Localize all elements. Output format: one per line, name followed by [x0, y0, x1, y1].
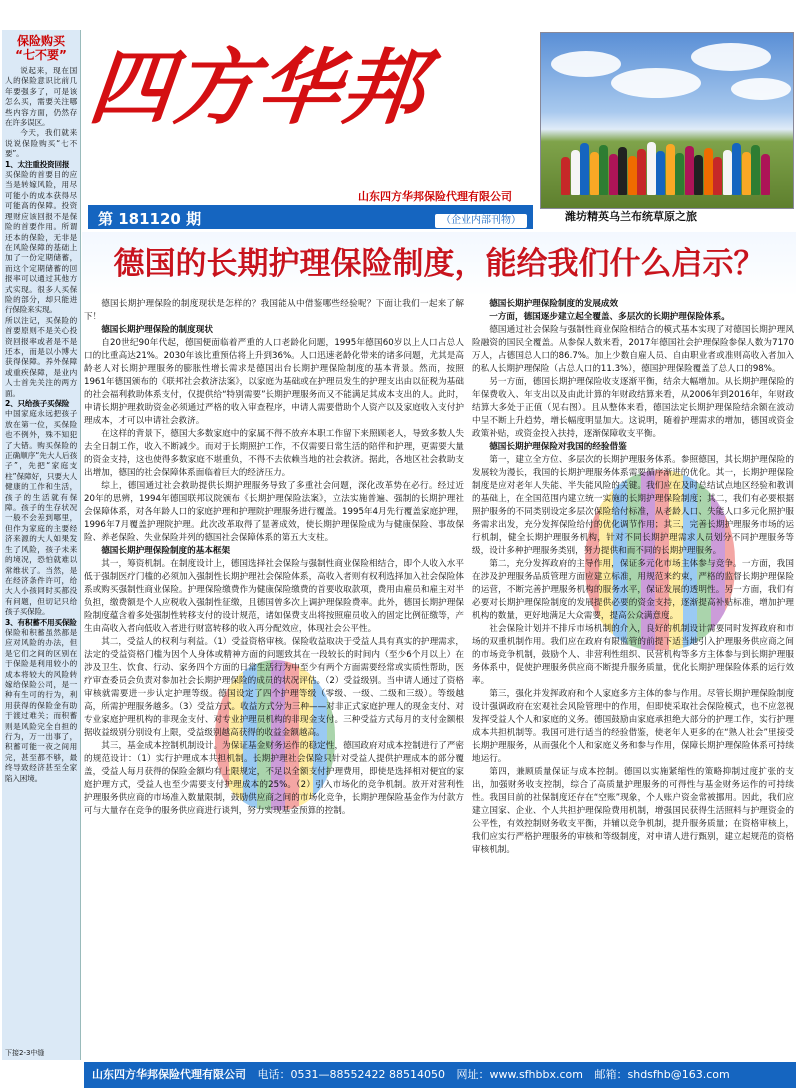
article-paragraph: 其一，筹资机制。在制度设计上，德国选择社会保险与强制性商业保险相结合，即个人收入水平低于强制医疗门槛的必须加入强制性长期护理社会保险体系，高收入者则有权利选择加入社会保险体系或购买强制性商业保险。护理保险缴费作为健康保险缴费的首要收取款项，费用由雇员和雇主对半负担，缴费额是个人应税收入强制性征缴，且德国曾多次上调护理保险费率。此外，德国长期护理保险制度蕴含着多处强制性转移支付的设计规范，诸如保费支出将按照雇员收入的固定比例征缴等，产生由高收入者向低收入者进行财富转移的收入再分配效应，体现社会公平性。 [84, 559, 464, 634]
article-paragraph: 德国长期护理保险的制度现状是怎样的？我国能从中借鉴哪些经验呢？下面让我们一起来了解下！ [84, 299, 464, 322]
footer-bar [84, 1062, 796, 1088]
photo-person [647, 142, 656, 195]
sidebar-heading-2: 2、只给孩子买保险 [5, 399, 70, 408]
footer-phone: 电话：0531—88552422 88514050 [257, 1068, 445, 1081]
article-paragraph: 自20世纪90年代起，德国便面临着严重的人口老龄化问题，1995年德国60岁以上人口占总人口的比重高达21%。2030年该比重预估将上升到36%。人口迅速老龄化带来的诸多问题，尤其是高龄老人对长期护理服务的膨胀性增长需求是德国出台长期护理保险制度的基本背景。然而，按照1961年德国颁布的《联邦社会救济法案》，以家庭为基础或在护理员发生的护理支出由以征税为基础的社会福利救助体系支付，仅提供给“特别需要”长期护理服务而又不能满足其成本支出的人。此时，申请长期护理救助资金必须通过严格的收入审查程序，申请人需要借助个人资产以及家庭收入支付护理成本，才可以申请社会救济。 [84, 338, 464, 426]
group-photo [540, 32, 794, 209]
sidebar-title-line1: 保险购买 [16, 34, 65, 48]
sidebar-title-line2: “七不要” [15, 48, 67, 62]
photo-person [666, 144, 675, 195]
photo-person [609, 154, 618, 195]
section-heading: 德国长期护理保险的制度现状 [101, 325, 213, 335]
issue-bar [88, 205, 533, 229]
section-heading: 德国长期护理保险制度的基本框架 [101, 546, 231, 556]
article-paragraph: 其三，基金成本控制机制设计。为保证基金财务运作的稳定性，德国政府对成本控制进行了严密的规范设计：（1）实行护理成本共担机制。长期护理社会保险只针对受益人提供护理成本的部分覆盖，受益人每月获得的保险金额均有上限规定，不足以全额支付护理费用，即使是选择相对便宜的家庭护理方式，受益人也至少需要支付护理成本的25%。（2）引入市场化的竞争机制。放开对营利性护理服务供应商的市场准入数量限制，鼓励供应商之间的市场化竞争，长期护理保险基金作为付款方可与大量存在竞争的服务供应商进行谈判，努力实现基金预算的控制。 [84, 741, 464, 816]
sidebar-para-1: 买保险的首要目的应当是转嫁风险，用尽可能小的成本获得尽可能高的保障。投资理财应该回报不是保险的首要作用。所谓还本的保险，无非是在风险保障的基础上加了一份定期储蓄，而这个定期储蓄的回报率可以通过其他方式实现。很多人买保险的部分，却只能进行保险来实现。 [5, 170, 77, 315]
article-column-left [84, 298, 464, 1058]
headline-banner [82, 232, 796, 296]
photo-person [590, 152, 599, 195]
photo-person [618, 147, 627, 195]
brand-logo: 四方华邦 [84, 40, 432, 136]
sidebar-para-3: 保险和积蓄虽然都是应对风险的办法，但是它们之间的区别在于保险是利用较小的成本将较大的风险转嫁给保险公司，是一种有生可的行为，利用获得的保险金有助于渡过难关；而积蓄则是风险完全自担的行为，万一出事了，积蓄可能一夜之间用完，甚至都不够，最终导致经济甚至全家陷入困境。 [5, 627, 77, 783]
photo-person [561, 157, 570, 195]
article-paragraph: 第一，建立全方位、多层次的长期护理服务体系。参照德国，其长期护理保险的发展较为漫长，我国的长期护理服务体系需要循序渐进的优化。其一，长期护理保险制度是应对老年人失能、半失能风险的关键。我们应在及时总结试点地区经验和教训的基础上，在全国范围内建立统一实施的长期护理保险制度；其二，我们有必要根据照护服务的不同类别设定多层次保险给付标准，从老龄人口、失能人口多元化照护服务需求出发，充分发挥保险给付的优化调节作用；其三，完善长期护理服务市场的运行机制，健全长期护理服务机构，针对不同长期护理需求人员划分不同护理服务等级，设计多种护理服务类别，努力提供和而不同的长期护理服务。 [472, 455, 794, 556]
photo-person [723, 150, 732, 195]
sidebar-heading-1: 1、太注重投资回报 [5, 159, 70, 169]
sidebar-intro2: 今天，我们就来说说保险购买“七不要”。 [5, 128, 77, 159]
article-column-right [472, 298, 794, 1058]
photo-person [685, 146, 694, 195]
sidebar-title [2, 34, 80, 62]
sidebar-para-1b: 所以注记，买保险的首要原则不是关心投资回报率或者是不是还本，而是以小博大获得保障。养外保障或重疾保障，是业内人士首先关注的两方面。 [5, 315, 77, 398]
article-paragraph: 在这样的背景下，德国大多数家庭中的家属不得不放弃本职工作留下来照顾老人，导致多数人失去全日制工作，收入不断减少。而对于长期照护工作，不仅需要日常生活的陪伴和护理，更需要大量的资金支持，这也使得多数家庭不堪重负，不得不去依赖当地的社会救济。据此，各地区社会救助支出增加，德国的社会保障体系面临着巨大的经济压力。 [84, 429, 464, 478]
photo-person [704, 148, 713, 195]
section-heading: 德国长期护理保险制度的发展成效 [489, 299, 619, 309]
photo-person [742, 152, 751, 195]
photo-person [751, 145, 760, 195]
article-paragraph: 另一方面，德国长期护理保险收支逐渐平衡，结余大幅增加。从长期护理保险的年保费收入、年支出以及由此计算的年财政结算来看，从2006年到2016年，年财政结算大多处于正值（见右图）。且从整体来看，德国法定长期护理保险结余额在波动中呈不断上升趋势，增长幅度明显加大。这说明，随着护理需求的增加，德国或资金政策补贴，或资金投入扶持，逐渐保障收支平衡。 [472, 377, 794, 439]
footer-company: 山东四方华邦保险代理有限公司 [92, 1068, 246, 1081]
sidebar-heading-3: 3、有积蓄不用买保险 [5, 617, 77, 627]
photo-person [694, 155, 703, 195]
sidebar-article [2, 30, 81, 1060]
article-paragraph: 德国通过社会保险与强制性商业保险相结合的模式基本实现了对德国长期护理风险融资的国民全覆盖。从参保人数来看，2017年德国社会护理保险参保人数为7170万人，占德国总人口的86.7%。加上少数自雇人员、自由职业者或准则高收入者加入的私人长期护理保险（占总人口的11.3%），德国护理保险覆盖了总人口的98%。 [472, 325, 794, 374]
photo-person [656, 151, 665, 195]
sidebar-para-2: 中国家庭永远把孩子放在第一位，买保险也不例外，殊不知犯了大错。购买保险的正确顺序“先大人后孩子”，先把“家庭支柱”保障好，只要大人健康的工作和生活，孩子的生活就有保障。孩子的生存状况一般不会差到哪里，但作为家庭的主要经济来源的大人如果发生了风险，孩子未来的境况，恐怕就难以常维状了。当然，是在经济条件许可，给大人小孩同时买都没有问题，但切记只给孩子买保险。 [5, 409, 77, 617]
photo-person [571, 150, 580, 195]
article-paragraph: 第三，强化并发挥政府和个人家庭多方主体的参与作用。尽管长期护理保险制度设计强调政府在宏观社会风险管理中的作用，但即使采取社会保险模式，也不应忽视发挥受益人个人和家庭的义务。德国鼓励由家庭承担绝大部分的护理工作，实行护理成本共担机制等。我国可进行适当的经验借鉴，使老年人更多的在“熟人社会”里接受长期护理服务，从而强化个人和家庭义务和参与作用，保障长期护理保险体系可持续地运行。 [472, 689, 794, 764]
article-paragraph: 其二，受益人的权利与利益。（1）受益资格审核。保险收益取决于受益人具有真实的护理需求，法定的受益资格门槛为因个人身体或精神方面的问题致其在一段较长的时间内（至少6个月以上）在涉及卫生、饮食、行动、家务四个方面的日常生活行为中至少有两个方面需要经常或实质性帮助，医疗审查委员会负责对参加社会长期护理保险的成员的状况评估。（2）受益级别。当申请人通过了资格审核就需要进一步认定护理等级。德国设定了四个护理等级（零级、一级、二级和三级）。等级越高，所需护理服务越多。（3）受益方式。收益方式分为三种——对非正式家庭护理人的现金支付、对专业家庭护理机构的非现金支付、对专业护理员机构的非现金支付。三种受益方式每月的支付金额根据收益级别分别设有上限，受益级别越高获得的收益金额越高。 [84, 637, 464, 738]
photo-person [732, 143, 741, 195]
sidebar-continue-note: 下接2-3中缝 [5, 1049, 45, 1057]
photo-person [761, 154, 770, 195]
photo-person [599, 145, 608, 195]
footer-website: 网址：www.sfhbbx.com [456, 1068, 583, 1081]
article-paragraph: 综上，德国通过社会救助提供长期护理服务导致了多重社会问题，深化改革势在必行。经过近20年的思辨，1994年德国联邦议院颁布《长期护理保险法案》，立法实施普遍、强制的长期护理社会保障体系，对各年龄人口的家庭护理和护理院护理服务进行覆盖。1995年4月先行覆盖家庭护理，1996年7月覆盖护理院护理。此次改革取得了显著成效，使长期护理保险成为与健康保险、事故保险、养老保险、失业保险并列的德国社会保障体系的第五大支柱。 [84, 481, 464, 543]
masthead [84, 30, 528, 210]
section-heading: 一方面，德国逐步建立起全覆盖、多层次的长期护理保险体系。 [489, 312, 730, 322]
photo-caption: 潍坊精英乌兰布统草原之旅 [565, 210, 697, 223]
photo-person [637, 149, 646, 195]
article-paragraph: 社会保险计划并不排斥市场机制的介入，良好的机制设计需要同时发挥政府和市场的双重机制作用。我们应在政府有限监管的前提下适当地引入护理服务供应商之间的市场竞争机制，鼓励个人、非营利性组织、民营机构等多方主体参与到长期护理服务体系中，促使护理服务供应商不断提升服务质量，优化长期护理保险体系的运行效率。 [472, 624, 794, 686]
issue-number: 第 181120 期 [98, 210, 202, 228]
photo-person [628, 156, 637, 195]
article-paragraph: 第二，充分发挥政府的主导作用，保证多元化市场主体参与竞争。一方面，我国在涉及护理服务品质管理方面应建立标准，用规范来约束，严格的监督长期护理保险的运营，不断完善护理服务机构的服务水平，保证发展的透明性。另一方面，我们有必要对长期护理保险制度的发展提供必要的资金支持，逐渐提高补贴标准，增加护理机构的数量，更好地满足大众需要，提高公众满意度。 [472, 559, 794, 621]
internal-badge: （企业内部刊物） [435, 214, 527, 228]
photo-person [713, 157, 722, 195]
photo-crowd [561, 125, 771, 195]
main-headline: 德国的长期护理保险制度，能给我们什么启示？ [113, 246, 765, 282]
photo-person [580, 143, 589, 195]
sidebar-intro: 说起来，现在国人的保险意识比前几年要强多了，可是该怎么买，需要关注哪些内容方面，仍然存在许多误区。 [5, 66, 77, 128]
footer-email: 邮箱：shdsfhb@163.com [594, 1068, 730, 1081]
section-heading: 德国长期护理保险对我国的经验借鉴 [489, 442, 627, 452]
company-name: 山东四方华邦保险代理有限公司 [358, 190, 512, 203]
photo-person [675, 153, 684, 195]
article-paragraph: 第四，兼顾质量保证与成本控制。德国以实施紧缩性的策略抑制过度扩张的支出，加强财务收支控制，综合了高质量护理服务的可得性与基金财务运作的可持续性。我国目前的社保制度还存在“空账”现象，个人账户资金常被挪用。因此，我们应建立国家、企业、个人共担护理保险费用机制，增强国民获得生活照料与护理资金的公平性，有效控制财务收支平衡，并辅以竞争机制，提升服务质量；在资格审核上，我们应实行严格护理服务的审核和等级制度，对申请人进行甄别，建立起规范的资格审核机制。 [472, 767, 794, 855]
